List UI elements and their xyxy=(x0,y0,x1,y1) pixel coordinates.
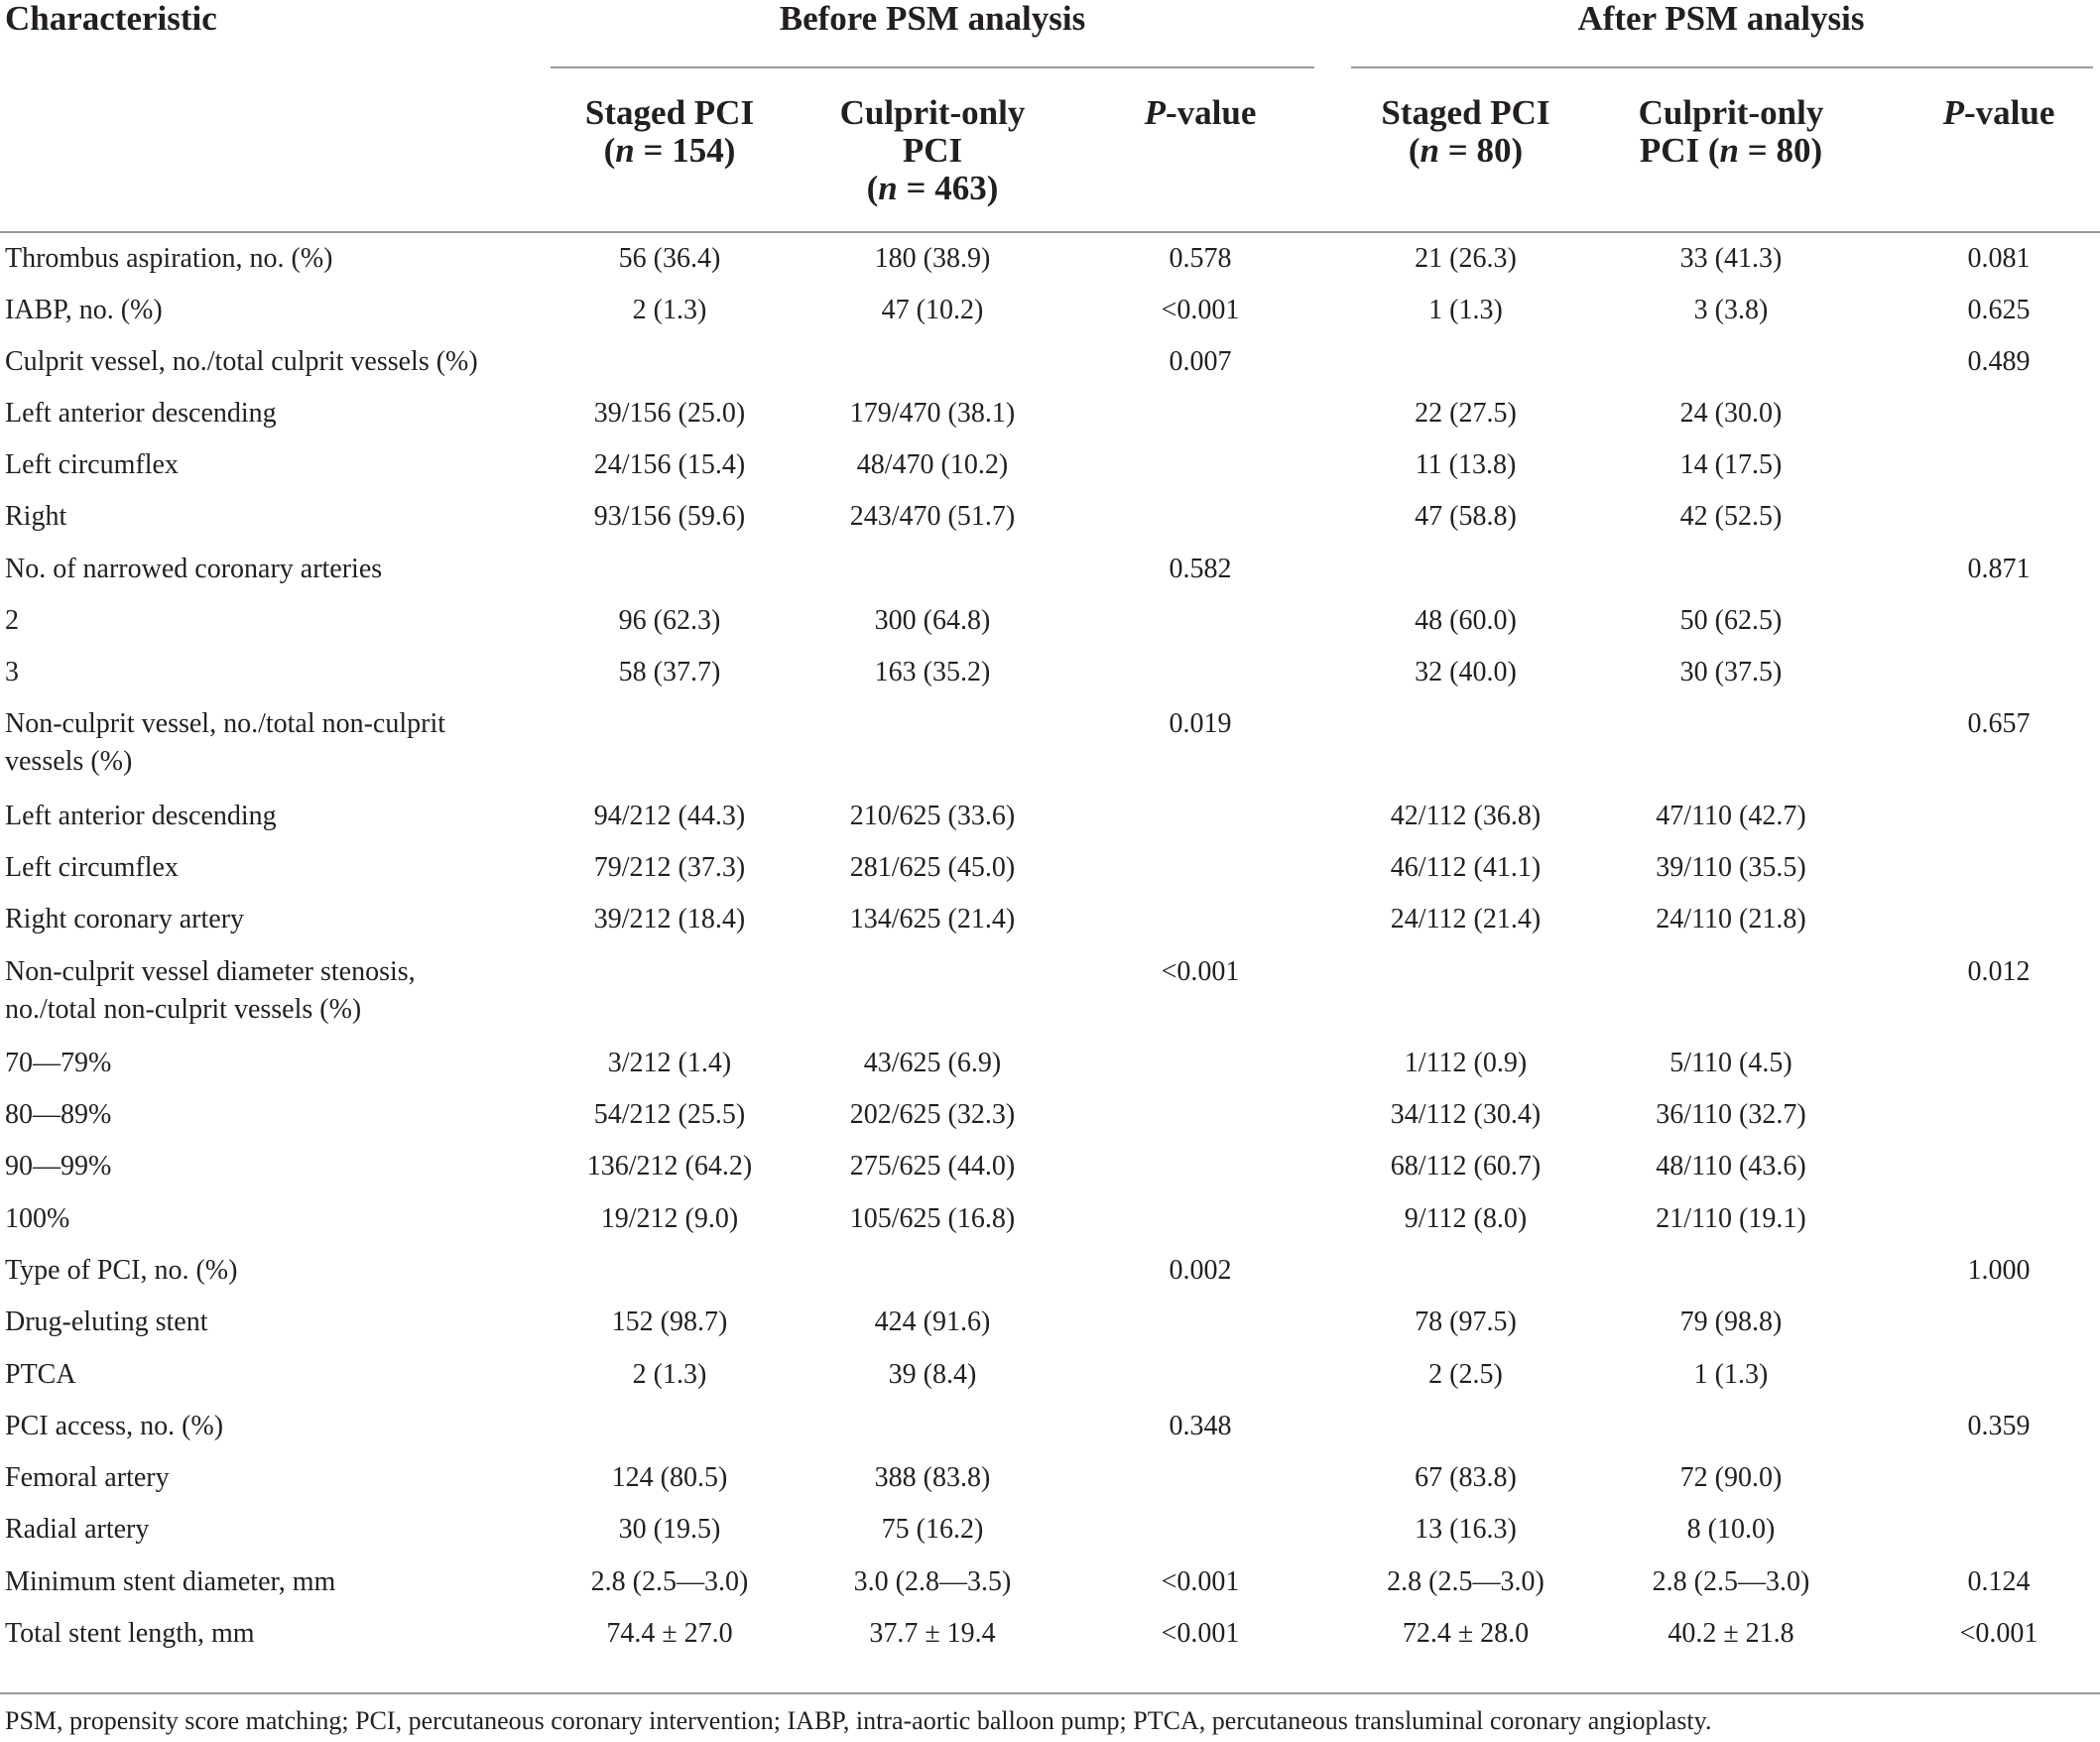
cell-culprit-after: 72 (90.0) xyxy=(1679,1462,1783,1493)
cell-culprit-after: 48/110 (43.6) xyxy=(1656,1151,1806,1182)
cell-culprit-before: 424 (91.6) xyxy=(874,1306,991,1337)
cell-staged-after: 47 (58.8) xyxy=(1415,501,1517,532)
row-label: 70—79% xyxy=(5,1048,112,1078)
cell-staged-after: 22 (27.5) xyxy=(1415,398,1517,429)
cell-staged-after: 78 (97.5) xyxy=(1415,1306,1517,1337)
cell-staged-after: 9/112 (8.0) xyxy=(1404,1203,1528,1234)
cell-staged-before: 3/212 (1.4) xyxy=(607,1048,732,1078)
cell-staged-after: 1/112 (0.9) xyxy=(1404,1048,1528,1078)
row-label: 100% xyxy=(5,1203,70,1234)
cell-pvalue-before: 0.007 xyxy=(1169,346,1232,377)
cell-culprit-before: 48/470 (10.2) xyxy=(856,449,1009,480)
cell-staged-before: 136/212 (64.2) xyxy=(586,1151,753,1182)
cell-culprit-after: 24 (30.0) xyxy=(1679,398,1783,429)
cell-culprit-after: 40.2 ± 21.8 xyxy=(1668,1618,1794,1649)
row-label: Radial artery xyxy=(5,1514,150,1545)
n-symbol: n xyxy=(1420,131,1439,170)
cell-culprit-before: 202/625 (32.3) xyxy=(849,1099,1016,1130)
cell-pvalue-after: 0.871 xyxy=(1967,554,2031,584)
cell-culprit-before: 275/625 (44.0) xyxy=(849,1151,1016,1182)
cell-culprit-after: 30 (37.5) xyxy=(1679,657,1783,687)
cell-culprit-after: 1 (1.3) xyxy=(1693,1359,1769,1390)
subheader-culprit-after-line2 xyxy=(1587,132,1875,170)
subheader-staged-after-line2: (n = 80) xyxy=(1408,131,1524,170)
cell-pvalue-after: 0.657 xyxy=(1967,708,2031,739)
row-label: Total stent length, mm xyxy=(5,1618,255,1649)
count: = 80) xyxy=(1739,131,1823,170)
cell-culprit-after: 39/110 (35.5) xyxy=(1656,852,1806,883)
subheader-culprit-before xyxy=(803,94,1061,207)
cell-staged-after: 67 (83.8) xyxy=(1415,1462,1517,1493)
subheader-culprit-before-line1: Culprit-only xyxy=(839,93,1026,132)
cell-pvalue-after: 1.000 xyxy=(1967,1255,2031,1286)
cell-staged-before: 39/212 (18.4) xyxy=(593,904,746,934)
cell-culprit-after: 3 (3.8) xyxy=(1693,295,1769,325)
cell-pvalue-before: 0.019 xyxy=(1169,708,1232,739)
subheader-pvalue-before xyxy=(1101,94,1299,132)
cell-staged-before: 2.8 (2.5—3.0) xyxy=(590,1566,749,1597)
row-label: Thrombus aspiration, no. (%) xyxy=(5,243,333,274)
subheader-pvalue-after xyxy=(1905,94,2093,132)
cell-pvalue-after: <0.001 xyxy=(1959,1618,2038,1649)
cell-culprit-after: 50 (62.5) xyxy=(1679,605,1783,636)
cell-pvalue-after: 0.489 xyxy=(1967,346,2031,377)
cell-culprit-before: 43/625 (6.9) xyxy=(863,1048,1002,1078)
cell-staged-before: 2 (1.3) xyxy=(632,295,707,325)
count: = 80) xyxy=(1439,131,1524,170)
cell-culprit-after: 24/110 (21.8) xyxy=(1656,904,1806,934)
cell-staged-after: 2 (2.5) xyxy=(1428,1359,1503,1390)
subheader-culprit-before-line2: PCI xyxy=(902,131,963,170)
row-label: PCI access, no. (%) xyxy=(5,1411,224,1441)
row-label: Non-culprit vessel diameter stenosis, no./total non-culprit vessels (%) xyxy=(5,956,416,1025)
subheader-staged-after xyxy=(1344,94,1587,170)
group-rule-before xyxy=(551,66,1314,68)
cell-pvalue-after: 0.359 xyxy=(1967,1411,2031,1441)
row-label: Culprit vessel, no./total culprit vessels (%) xyxy=(5,346,478,377)
header-characteristic: Characteristic xyxy=(5,0,217,38)
cell-culprit-before: 388 (83.8) xyxy=(874,1462,991,1493)
cell-pvalue-before: <0.001 xyxy=(1161,956,1240,987)
row-label: 3 xyxy=(5,657,19,687)
row-label: Left circumflex xyxy=(5,852,179,883)
cell-culprit-before: 180 (38.9) xyxy=(874,243,991,274)
cell-staged-before: 30 (19.5) xyxy=(618,1514,721,1545)
count: = 154) xyxy=(634,131,736,170)
row-label: Left anterior descending xyxy=(5,801,277,831)
cell-pvalue-before: 0.582 xyxy=(1169,554,1232,584)
row-label: Minimum stent diameter, mm xyxy=(5,1566,336,1597)
cell-pvalue-after: 0.625 xyxy=(1967,295,2031,325)
table-footnote: PSM, propensity score matching; PCI, percutaneous coronary intervention; IABP, intra-aortic balloon pump; PTCA, percutaneous transluminal coronary angioplasty. xyxy=(5,1706,1712,1735)
cell-staged-before: 39/156 (25.0) xyxy=(593,398,746,429)
row-label: Drug-eluting stent xyxy=(5,1306,208,1337)
header-group-after: After PSM analysis xyxy=(1577,0,1865,38)
cell-staged-before: 94/212 (44.3) xyxy=(593,801,746,831)
cell-staged-after: 32 (40.0) xyxy=(1415,657,1517,687)
cell-staged-after: 34/112 (30.4) xyxy=(1390,1099,1542,1130)
cell-culprit-before: 300 (64.8) xyxy=(874,605,991,636)
n-symbol: n xyxy=(1719,131,1740,170)
cell-pvalue-before: 0.578 xyxy=(1169,243,1232,274)
cell-staged-before: 58 (37.7) xyxy=(618,657,721,687)
cell-pvalue-after: 0.124 xyxy=(1967,1566,2031,1597)
cell-culprit-before: 75 (16.2) xyxy=(881,1514,984,1545)
cell-staged-after: 2.8 (2.5—3.0) xyxy=(1387,1566,1544,1597)
cell-culprit-before: 243/470 (51.7) xyxy=(849,501,1016,532)
cell-pvalue-before: <0.001 xyxy=(1161,1618,1240,1649)
cell-culprit-before: 163 (35.2) xyxy=(874,657,991,687)
cell-pvalue-before: 0.002 xyxy=(1169,1255,1232,1286)
cell-staged-after: 1 (1.3) xyxy=(1428,295,1503,325)
row-label: Femoral artery xyxy=(5,1462,170,1493)
cell-staged-before: 56 (36.4) xyxy=(618,243,721,274)
table-bottom-rule xyxy=(0,1692,2100,1694)
cell-staged-after: 13 (16.3) xyxy=(1415,1514,1517,1545)
cell-staged-after: 72.4 ± 28.0 xyxy=(1402,1618,1530,1649)
row-label: No. of narrowed coronary arteries xyxy=(5,554,383,584)
row-label: 90—99% xyxy=(5,1151,112,1182)
cell-culprit-after: 8 (10.0) xyxy=(1686,1514,1776,1545)
cell-pvalue-before: <0.001 xyxy=(1161,295,1240,325)
header-bottom-rule xyxy=(0,231,2100,233)
cell-staged-after: 42/112 (36.8) xyxy=(1390,801,1542,831)
row-label: PTCA xyxy=(5,1359,76,1390)
cell-culprit-before: 3.0 (2.8—3.5) xyxy=(853,1566,1012,1597)
cell-culprit-after: 42 (52.5) xyxy=(1679,501,1783,532)
cell-pvalue-after: 0.012 xyxy=(1967,956,2031,987)
row-label: Non-culprit vessel, no./total non-culprit vessels (%) xyxy=(5,708,446,777)
p-symbol: P xyxy=(1144,93,1166,132)
cell-culprit-before: 281/625 (45.0) xyxy=(849,852,1016,883)
row-label: Right xyxy=(5,501,67,532)
row-label: 80—89% xyxy=(5,1099,112,1130)
cell-staged-before: 54/212 (25.5) xyxy=(593,1099,746,1130)
cell-culprit-before: 179/470 (38.1) xyxy=(849,398,1016,429)
cell-staged-after: 21 (26.3) xyxy=(1415,243,1517,274)
p-suffix: -value xyxy=(1964,93,2055,132)
cell-staged-before: 96 (62.3) xyxy=(618,605,721,636)
row-label: IABP, no. (%) xyxy=(5,295,163,325)
cell-culprit-before: 39 (8.4) xyxy=(888,1359,977,1390)
cell-culprit-before: 210/625 (33.6) xyxy=(849,801,1016,831)
cell-culprit-after: 5/110 (4.5) xyxy=(1669,1048,1792,1078)
cell-culprit-after: 33 (41.3) xyxy=(1679,243,1783,274)
count: = 463) xyxy=(897,169,999,207)
subheader-staged-before xyxy=(551,94,789,170)
subheader-staged-before-line2: (n = 154) xyxy=(603,131,736,170)
n-symbol: n xyxy=(878,169,898,207)
header-group-before: Before PSM analysis xyxy=(779,0,1086,38)
cell-culprit-after: 21/110 (19.1) xyxy=(1656,1203,1806,1234)
cell-staged-before: 74.4 ± 27.0 xyxy=(606,1618,733,1649)
row-label: Left anterior descending xyxy=(5,398,277,429)
cell-culprit-before: 47 (10.2) xyxy=(881,295,984,325)
cell-culprit-after: 14 (17.5) xyxy=(1679,449,1783,480)
row-label: 2 xyxy=(5,605,19,636)
cell-pvalue-before: <0.001 xyxy=(1161,1566,1240,1597)
cell-staged-before: 124 (80.5) xyxy=(611,1462,728,1493)
cell-culprit-before: 134/625 (21.4) xyxy=(849,904,1016,934)
culprit-after-pci: PCI ( xyxy=(1639,131,1720,170)
cell-pvalue-after: 0.081 xyxy=(1967,243,2031,274)
subheader-culprit-before-line3: (n = 463) xyxy=(866,169,999,207)
cell-staged-before: 24/156 (15.4) xyxy=(593,449,746,480)
cell-staged-after: 48 (60.0) xyxy=(1415,605,1517,636)
subheader-staged-before-line1: Staged PCI xyxy=(584,93,755,132)
p-suffix: -value xyxy=(1166,93,1257,132)
cell-culprit-before: 37.7 ± 19.4 xyxy=(869,1618,996,1649)
cell-culprit-after: 79 (98.8) xyxy=(1679,1306,1783,1337)
cell-culprit-after: 47/110 (42.7) xyxy=(1656,801,1806,831)
cell-staged-after: 11 (13.8) xyxy=(1415,449,1517,480)
cell-staged-before: 19/212 (9.0) xyxy=(600,1203,739,1234)
row-label: Left circumflex xyxy=(5,449,179,480)
row-label: Type of PCI, no. (%) xyxy=(5,1255,238,1286)
n-symbol: n xyxy=(615,131,635,170)
subheader-staged-after-line1: Staged PCI xyxy=(1381,93,1550,132)
cell-staged-before: 93/156 (59.6) xyxy=(593,501,746,532)
group-rule-after xyxy=(1351,66,2093,68)
cell-staged-before: 152 (98.7) xyxy=(611,1306,728,1337)
cell-pvalue-before: 0.348 xyxy=(1169,1411,1232,1441)
cell-culprit-after: 2.8 (2.5—3.0) xyxy=(1652,1566,1810,1597)
subheader-culprit-after-line1: Culprit-only xyxy=(1638,93,1824,132)
cell-culprit-after: 36/110 (32.7) xyxy=(1656,1099,1806,1130)
cell-staged-before: 79/212 (37.3) xyxy=(593,852,746,883)
cell-staged-after: 24/112 (21.4) xyxy=(1390,904,1542,934)
cell-staged-after: 46/112 (41.1) xyxy=(1390,852,1542,883)
cell-culprit-before: 105/625 (16.8) xyxy=(849,1203,1016,1234)
row-label: Right coronary artery xyxy=(5,904,245,934)
cell-staged-before: 2 (1.3) xyxy=(632,1359,707,1390)
subheader-culprit-after xyxy=(1587,94,1875,170)
cell-staged-after: 68/112 (60.7) xyxy=(1390,1151,1542,1182)
p-symbol: P xyxy=(1942,93,1964,132)
